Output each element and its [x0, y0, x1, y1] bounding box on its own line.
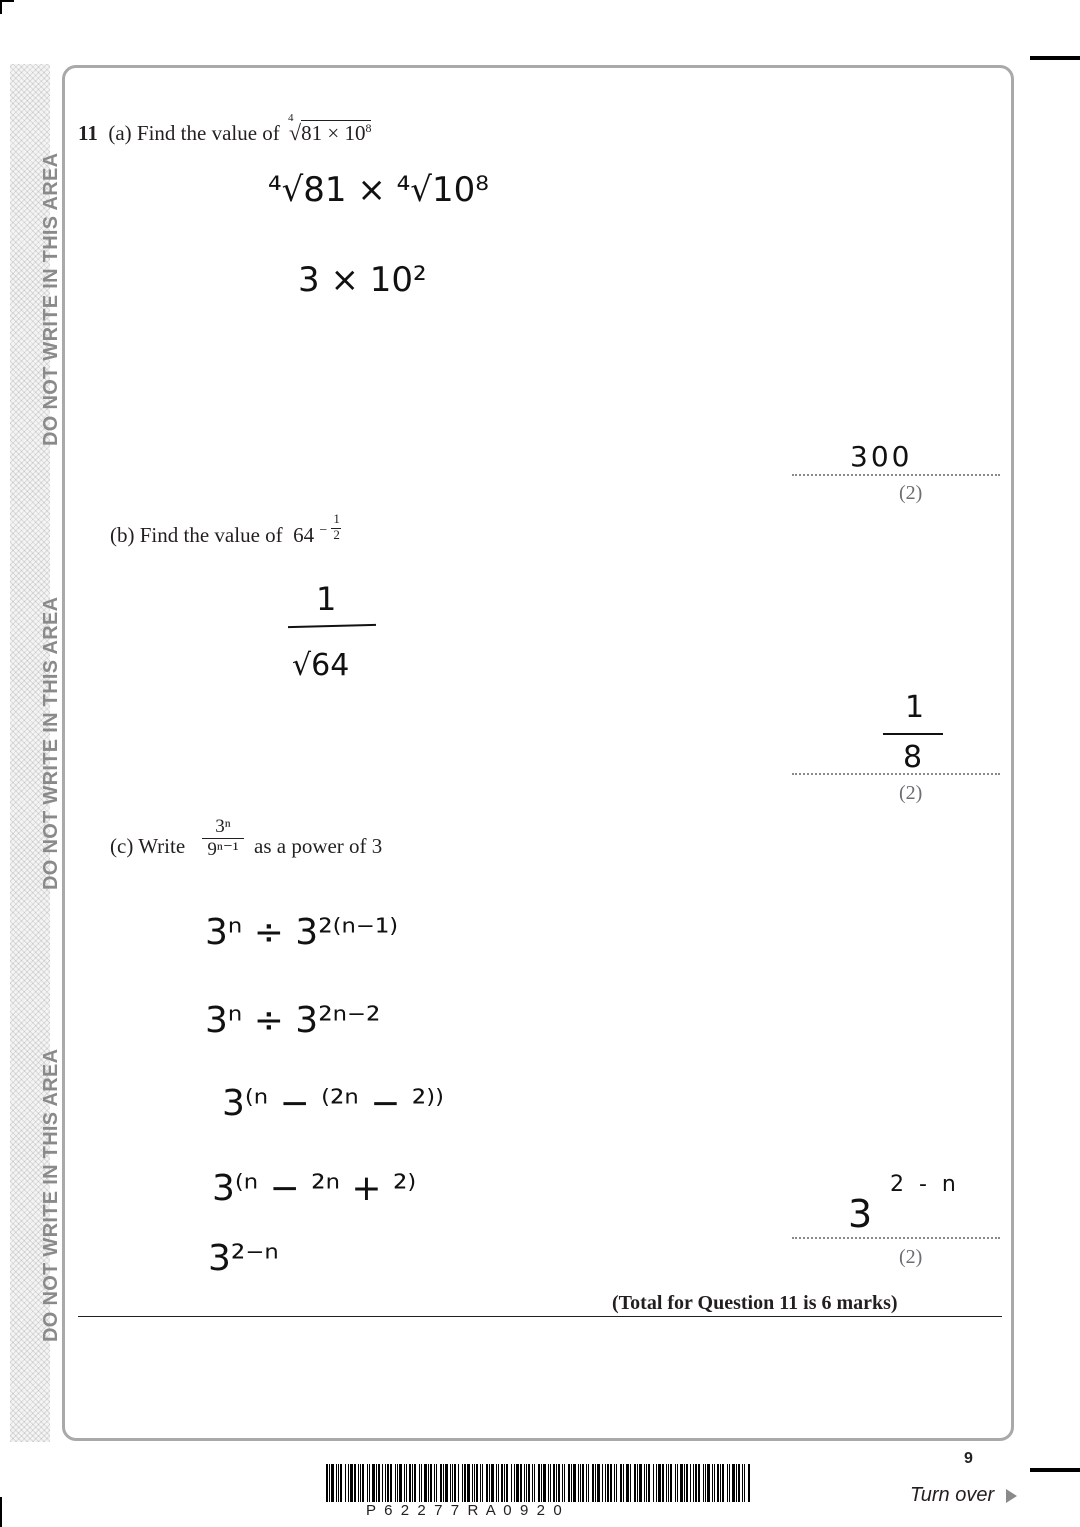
- barcode-bar: [406, 1464, 407, 1502]
- barcode-bar: [582, 1464, 584, 1502]
- barcode-bar: [516, 1464, 519, 1502]
- margin-warning-strip: [10, 64, 62, 1442]
- barcode-bar: [428, 1464, 429, 1502]
- barcode-bar: [602, 1464, 603, 1502]
- work-b-numerator: 1: [316, 580, 337, 618]
- barcode-bar: [397, 1464, 398, 1502]
- barcode-bar: [514, 1464, 515, 1502]
- barcode-bar: [358, 1464, 359, 1502]
- barcode-bar: [454, 1464, 456, 1502]
- barcode-bar: [360, 1464, 361, 1502]
- barcode-bar: [623, 1464, 624, 1502]
- barcode-bar: [605, 1464, 606, 1502]
- answer-b-fraction-bar: [883, 733, 943, 735]
- barcode-bar: [491, 1464, 494, 1502]
- barcode-bar: [354, 1464, 356, 1502]
- barcode-bar: [714, 1464, 715, 1502]
- barcode-bar: [586, 1464, 587, 1502]
- margin-warning-text: DO NOT WRITE IN THIS AREA: [40, 1048, 62, 1342]
- barcode-bar: [421, 1464, 422, 1502]
- question-c-fraction: 3ⁿ 9ⁿ⁻¹: [202, 816, 244, 861]
- barcode-bar: [350, 1464, 353, 1502]
- work-c-line-1: 3ⁿ ÷ 3²⁽ⁿ⁻¹⁾: [205, 912, 399, 953]
- work-c-line-4: 3⁽ⁿ − ²ⁿ + ²⁾: [212, 1168, 417, 1209]
- barcode-bar: [506, 1464, 508, 1502]
- barcode-bar: [329, 1464, 330, 1502]
- barcode-bar: [528, 1464, 530, 1502]
- work-b-denominator: √64: [292, 648, 350, 683]
- margin-warning-text: DO NOT WRITE IN THIS AREA: [40, 152, 62, 446]
- answer-c-exponent: 2 - n: [890, 1172, 960, 1197]
- barcode-bar: [390, 1464, 392, 1502]
- barcode-bar: [744, 1464, 745, 1502]
- barcode-bar: [742, 1464, 743, 1502]
- barcode-bar: [690, 1464, 691, 1502]
- marks-b: (2): [899, 782, 923, 804]
- answer-line-c: [792, 1237, 1000, 1239]
- barcode-bar: [597, 1464, 600, 1502]
- answer-line-a: [792, 474, 1000, 476]
- barcode-bar: [595, 1464, 596, 1502]
- barcode-bar: [338, 1464, 339, 1502]
- barcode-bar: [564, 1464, 565, 1502]
- work-c-line-2: 3ⁿ ÷ 3²ⁿ⁻²: [205, 1000, 381, 1041]
- crop-mark-right-bottom: [1030, 1468, 1080, 1472]
- barcode-bar: [620, 1464, 622, 1502]
- barcode-bar: [489, 1464, 490, 1502]
- barcode-bar: [556, 1464, 557, 1502]
- barcode-bar: [656, 1464, 657, 1502]
- barcode-bar: [450, 1464, 451, 1502]
- barcode-bar: [658, 1464, 661, 1502]
- part-a-label: (a): [108, 121, 132, 145]
- barcode-bar: [698, 1464, 700, 1502]
- barcode-bar: [340, 1464, 342, 1502]
- barcode-bar: [748, 1464, 750, 1502]
- barcode-bar: [637, 1464, 638, 1502]
- barcode-bar: [378, 1464, 380, 1502]
- part-b-label: (b): [110, 523, 135, 547]
- barcode-bar: [482, 1464, 483, 1502]
- barcode-bar: [376, 1464, 377, 1502]
- barcode-bar: [348, 1464, 349, 1502]
- question-b-prompt: (b) Find the value of 64 − 1 2: [110, 523, 349, 548]
- barcode-bar: [568, 1464, 570, 1502]
- barcode-bar: [548, 1464, 549, 1502]
- barcode-bar: [722, 1464, 724, 1502]
- barcode-bar: [412, 1464, 413, 1502]
- barcode-bar: [511, 1464, 512, 1502]
- barcode-bar: [662, 1464, 664, 1502]
- barcode-bar: [385, 1464, 386, 1502]
- barcode-bar: [573, 1464, 576, 1502]
- barcode-bar: [686, 1464, 688, 1502]
- barcode-bar: [578, 1464, 579, 1502]
- barcode-bar: [562, 1464, 563, 1502]
- barcode-bar: [720, 1464, 721, 1502]
- barcode-bar: [580, 1464, 581, 1502]
- barcode-bar: [326, 1464, 328, 1502]
- crop-mark-bottom-left: [0, 1497, 2, 1527]
- question-c-prompt: as a power of 3: [254, 834, 383, 858]
- barcode-bar: [501, 1464, 503, 1502]
- barcode-bar: [369, 1464, 370, 1502]
- barcode-bar: [534, 1464, 535, 1502]
- barcode-bar: [677, 1464, 678, 1502]
- barcode-bar: [648, 1464, 650, 1502]
- turn-over-label: Turn over: [910, 1484, 1017, 1507]
- barcode-bar: [571, 1464, 572, 1502]
- barcode-bar: [607, 1464, 609, 1502]
- barcode-bar: [592, 1464, 594, 1502]
- barcode-bar: [520, 1464, 522, 1502]
- barcode-bar: [458, 1464, 459, 1502]
- barcode-bar: [684, 1464, 685, 1502]
- barcode-bar: [419, 1464, 420, 1502]
- question-divider: [78, 1316, 1002, 1317]
- barcode-bar: [675, 1464, 676, 1502]
- barcode-bar: [588, 1464, 589, 1502]
- barcode-bar: [476, 1464, 478, 1502]
- barcode-bar: [474, 1464, 475, 1502]
- barcode-bar: [387, 1464, 389, 1502]
- margin-warning-text: DO NOT WRITE IN THIS AREA: [40, 596, 62, 890]
- question-number: 11: [78, 121, 98, 145]
- barcode-bar: [680, 1464, 683, 1502]
- barcode-bar: [732, 1464, 735, 1502]
- barcode-bar: [666, 1464, 667, 1502]
- barcode-bar: [345, 1464, 346, 1502]
- barcode-bar: [424, 1464, 427, 1502]
- barcode-bar: [472, 1464, 473, 1502]
- barcode-bar: [610, 1464, 612, 1502]
- fourth-root: 4 $√81 \times 10^8$: [288, 112, 372, 145]
- barcode-bar: [712, 1464, 713, 1502]
- barcode-bar: [430, 1464, 432, 1502]
- barcode-bar: [362, 1464, 364, 1502]
- barcode-bar: [409, 1464, 411, 1502]
- barcode-bar: [486, 1464, 488, 1502]
- barcode-bar: [440, 1464, 442, 1502]
- barcode-bar: [670, 1464, 672, 1502]
- barcode-bar: [498, 1464, 499, 1502]
- barcode-bar: [616, 1464, 617, 1502]
- barcode-text: P 6 2 2 7 7 R A 0 9 2 0: [366, 1502, 562, 1519]
- radicand: $81 \times 10^8$: [301, 121, 372, 145]
- barcode-bar: [717, 1464, 719, 1502]
- barcode-bar: [434, 1464, 435, 1502]
- barcode-bar: [707, 1464, 710, 1502]
- barcode-bar: [653, 1464, 654, 1502]
- barcode-bar: [538, 1464, 540, 1502]
- barcode-bar: [399, 1464, 402, 1502]
- barcode-bar: [382, 1464, 383, 1502]
- barcode-bar: [614, 1464, 615, 1502]
- barcode-bar: [630, 1464, 631, 1502]
- barcode-bar: [532, 1464, 533, 1502]
- work-c-line-5: 3²⁻ⁿ: [208, 1238, 279, 1279]
- barcode-bar: [464, 1464, 466, 1502]
- marks-a: (2): [899, 482, 923, 504]
- barcode-bar: [524, 1464, 525, 1502]
- barcode-bar: [738, 1464, 740, 1502]
- barcode-bar: [695, 1464, 697, 1502]
- barcode-bar: [336, 1464, 337, 1502]
- exponent-fraction: − 1 2: [319, 511, 340, 542]
- barcode-bar: [443, 1464, 444, 1502]
- question-total: (Total for Question 11 is 6 marks): [612, 1292, 898, 1314]
- barcode-bar: [436, 1464, 437, 1502]
- answer-line-b: [792, 773, 1000, 775]
- barcode-bar: [543, 1464, 546, 1502]
- barcode-bar: [496, 1464, 497, 1502]
- answer-c-base: 3: [848, 1192, 873, 1236]
- barcode-bar: [504, 1464, 505, 1502]
- barcode-bar: [703, 1464, 704, 1502]
- barcode-bar: [404, 1464, 405, 1502]
- answer-b-denominator: 8: [903, 740, 923, 775]
- barcode-bar: [736, 1464, 737, 1502]
- work-a-line-2: 3 × 10²: [298, 260, 427, 300]
- answer-b-numerator: 1: [905, 690, 925, 725]
- barcode-bar: [452, 1464, 453, 1502]
- barcode-bar: [668, 1464, 669, 1502]
- barcode-bar: [634, 1464, 636, 1502]
- right-triangle-icon: [1006, 1489, 1017, 1503]
- barcode-bar: [644, 1464, 645, 1502]
- barcode-bar: [395, 1464, 396, 1502]
- barcode-bar: [729, 1464, 730, 1502]
- barcode-bar: [367, 1464, 368, 1502]
- barcode-bar: [414, 1464, 416, 1502]
- barcode: [326, 1464, 751, 1502]
- question-c-label: (c) Write: [110, 834, 186, 858]
- marks-c: (2): [899, 1246, 923, 1268]
- barcode-bar: [639, 1464, 642, 1502]
- crop-mark-top-left-h: [0, 0, 14, 2]
- barcode-bar: [462, 1464, 463, 1502]
- barcode-bar: [331, 1464, 334, 1502]
- barcode-bar: [727, 1464, 728, 1502]
- barcode-bar: [646, 1464, 647, 1502]
- barcode-bar: [541, 1464, 542, 1502]
- barcode-bar: [467, 1464, 470, 1502]
- barcode-bar: [445, 1464, 448, 1502]
- barcode-bar: [372, 1464, 375, 1502]
- barcode-bar: [550, 1464, 551, 1502]
- barcode-bar: [553, 1464, 555, 1502]
- barcode-bar: [558, 1464, 560, 1502]
- barcode-bar: [705, 1464, 706, 1502]
- crop-mark-right-top: [1030, 56, 1080, 60]
- question-a-prompt: 11 (a) Find the value of 4 $√81 \times 10^8$: [78, 112, 372, 145]
- page-number: 9: [964, 1450, 973, 1467]
- barcode-bar: [693, 1464, 694, 1502]
- crop-mark-top-left-v: [0, 0, 2, 14]
- work-a-line-1: ⁴√81 × ⁴√10⁸: [268, 170, 489, 210]
- answer-a: 300: [850, 440, 913, 473]
- barcode-bar: [526, 1464, 527, 1502]
- barcode-bar: [626, 1464, 629, 1502]
- barcode-bar: [480, 1464, 481, 1502]
- work-c-line-3: 3⁽ⁿ − ⁽²ⁿ − ²⁾⁾: [222, 1083, 444, 1124]
